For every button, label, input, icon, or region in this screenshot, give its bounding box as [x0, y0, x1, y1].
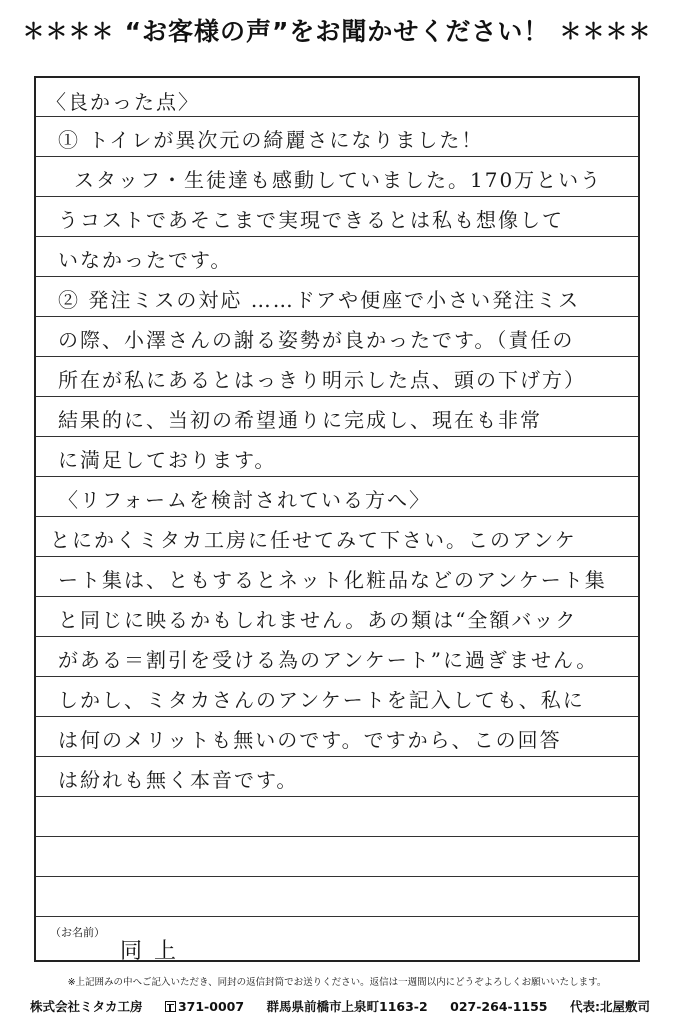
handwritten-row: しかし、ミタカさんのアンケートを記入しても、私に	[58, 688, 585, 712]
ruled-line	[36, 276, 638, 277]
ruled-line	[36, 156, 638, 157]
handwritten-row: いなかったです。	[58, 248, 233, 272]
representative: 代表:北屋敷司	[569, 999, 650, 1014]
address: 群馬県前橋市上泉町1163-2	[266, 999, 428, 1014]
handwritten-row: と同じに映るかもしれません。あの類は“全額バック	[58, 608, 578, 632]
handwritten-row: の際、小澤さんの謝る姿勢が良かったです。（責任の	[58, 328, 575, 352]
ruled-line	[36, 676, 638, 677]
ruled-line	[36, 756, 638, 757]
ruled-line	[36, 876, 638, 877]
handwritten-row: がある＝割引を受ける為のアンケート”に過ぎません。	[58, 648, 599, 672]
ruled-line	[36, 316, 638, 317]
footer	[30, 997, 650, 1015]
handwritten-row: 〈リフォームを検討されている方へ〉	[58, 488, 431, 512]
ruled-line	[36, 436, 638, 437]
handwritten-row: 〈良かった点〉	[46, 90, 200, 114]
handwritten-row: ① トイレが異次元の綺麗さになりました！	[58, 128, 484, 152]
handwritten-row: ート集は、ともするとネット化粧品などのアンケート集	[58, 568, 607, 592]
ruled-line	[36, 196, 638, 197]
phone-number: 027-264-1155	[450, 998, 548, 1014]
name-label: （お名前）	[50, 926, 105, 939]
header-stars-right: ＊＊＊＊	[559, 19, 652, 45]
handwritten-row: は何のメリットも無いのです。ですから、この回答	[58, 728, 562, 752]
handwritten-row: とにかくミタカ工房に任せてみて下さい。このアンケ	[50, 528, 577, 552]
handwritten-row: に満足しております。	[58, 448, 277, 472]
postal-code-group	[165, 999, 244, 1014]
ruled-line	[36, 396, 638, 397]
ruled-line	[36, 596, 638, 597]
ruled-line	[36, 716, 638, 717]
survey-form-box	[34, 76, 640, 962]
handwritten-row: 結果的に、当初の希望通りに完成し、現在も非常	[58, 408, 542, 432]
page-title: “お客様の声”をお聞かせください！	[124, 17, 550, 46]
ruled-line	[36, 356, 638, 357]
ruled-line	[36, 636, 638, 637]
name-value: 同上	[120, 939, 189, 964]
handwritten-row: うコストであそこまで実現できるとは私も想像して	[58, 208, 564, 232]
ruled-line	[36, 476, 638, 477]
handwritten-row: 所在が私にあるとはっきり明示した点、頭の下げ方）	[58, 368, 586, 392]
postal-mark-icon	[165, 1001, 176, 1012]
handwritten-row: スタッフ・生徒達も感動していました。170万という	[74, 168, 603, 192]
handwritten-row: は紛れも無く本音です。	[58, 768, 299, 792]
ruled-line	[36, 836, 638, 837]
ruled-line	[36, 516, 638, 517]
postal-code: 371-0007	[177, 998, 245, 1014]
header-stars-left: ＊＊＊＊	[22, 19, 115, 45]
ruled-line	[36, 796, 638, 797]
ruled-line	[36, 916, 638, 917]
ruled-line	[36, 116, 638, 117]
ruled-line	[36, 556, 638, 557]
page-header	[0, 8, 674, 52]
ruled-line	[36, 236, 638, 237]
company-name: 株式会社ミタカ工房	[30, 999, 143, 1014]
handwritten-row: ② 発注ミスの対応 ……ドアや便座で小さい発注ミス	[58, 288, 581, 312]
instruction-note: ※上記囲みの中へご記入いただき、同封の返信封筒でお送りください。返信は一週間以内にどうぞよろしくお願いいたします。	[67, 977, 607, 988]
